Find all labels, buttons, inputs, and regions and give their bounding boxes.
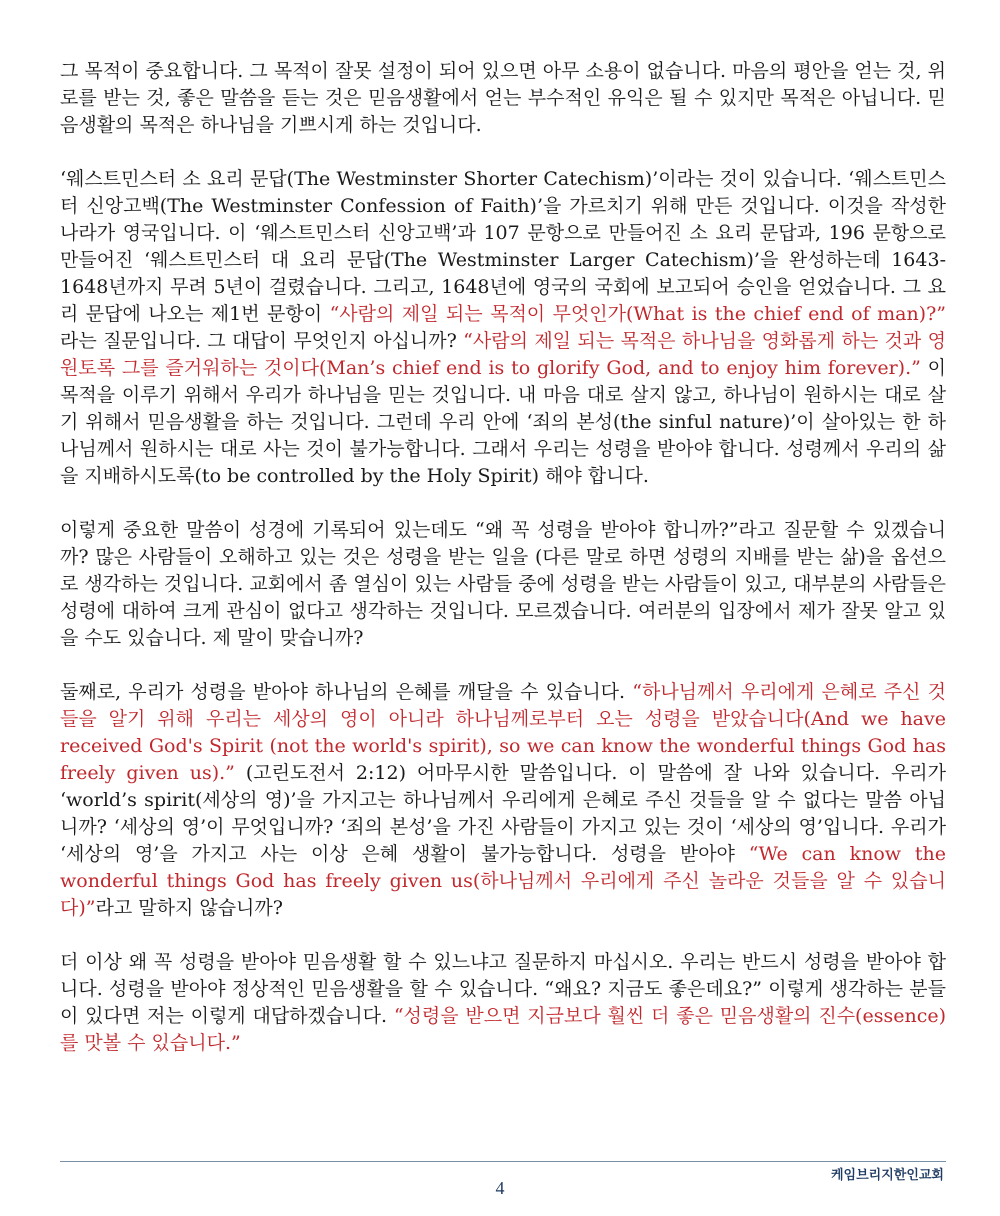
- paragraph: [60, 517, 946, 652]
- body-text: 라고 말하지 않습니까?: [95, 897, 283, 919]
- highlighted-quote: “사람의 제일 되는 목적이 무엇인가(What is the chief end of man)?”: [329, 303, 946, 325]
- paragraph: [60, 949, 946, 1057]
- paragraph: [60, 58, 946, 139]
- highlighted-quote: “하나님께서 우리에게 은혜로 주신 것들을 알기 위해 우리는 세상의 영이 아니라 하나님께로부터 오는 성령을 받았습니다(And we have received God's Spirit (not the world's spirit), so we can know the wonderful things God has freely given us).”: [60, 681, 946, 784]
- highlighted-quote: “We can know the wonderful things God has freely given us(하나님께서 우리에게 주신 놀라운 것들을 알 수 있습니다)”: [60, 843, 946, 919]
- body-text: ‘웨스트민스터 소 요리 문답(The Westminster Shorter Catechism)’이라는 것이 있습니다. ‘웨스트민스터 신앙고백(The Westminster Confession of Faith)’을 가르치기 위해 만든 것입니다. 이것을 작성한 나라가 영국입니다. 이 ‘웨스트민스터 신앙고백’과 107 문항으로 만들어진 소 요리 문답과, 196 문항으로 만들어진 ‘웨스트민스터 대 요리 문답(The Westminster Larger Catechism)’을 완성하는데 1643-1648년까지 무려 5년이 걸렸습니다. 그리고, 1648년에 영국의 국회에 보고되어 승인을 얻었습니다. 그 요리 문답에 나오는 제1번 문항이: [60, 168, 946, 325]
- page-number: 4: [495, 1178, 505, 1198]
- highlighted-quote: “성령을 받으면 지금보다 훨씬 더 좋은 믿음생활의 진수(essence)를 맛볼 수 있습니다.”: [60, 1005, 946, 1054]
- church-name: 케임브리지한인교회: [830, 1168, 944, 1183]
- footer-divider: [60, 1161, 946, 1162]
- paragraph: [60, 679, 946, 922]
- article-body: [60, 58, 946, 1084]
- paragraph: [60, 166, 946, 490]
- body-text: 이렇게 중요한 말씀이 성경에 기록되어 있는데도 “왜 꼭 성령을 받아야 합니까?”라고 질문할 수 있겠습니까? 많은 사람들이 오해하고 있는 것은 성령을 받는 일을 (다른 말로 하면 성령의 지배를 받는 삶)을 옵션으로 생각하는 것입니다. 교회에서 좀 열심이 있는 사람들 중에 성령을 받는 사람들이 있고, 대부분의 사람들은 성령에 대하여 크게 관심이 없다고 생각하는 것입니다. 모르겠습니다. 여러분의 입장에서 제가 잘못 알고 있을 수도 있습니다. 제 말이 맞습니까?: [60, 519, 946, 649]
- highlighted-quote: “사람의 제일 되는 목적은 하나님을 영화롭게 하는 것과 영원토록 그를 즐거워하는 것이다(Man’s chief end is to glorify God, and to enjoy him forever).”: [60, 330, 946, 379]
- body-text: 그 목적이 중요합니다. 그 목적이 잘못 설정이 되어 있으면 아무 소용이 없습니다. 마음의 평안을 얻는 것, 위로를 받는 것, 좋은 말씀을 듣는 것은 믿음생활에서 얻는 부수적인 유익은 될 수 있지만 목적은 아닙니다. 믿음생활의 목적은 하나님을 기쁘시게 하는 것입니다.: [60, 60, 946, 136]
- body-text: 이 목적을 이루기 위해서 우리가 하나님을 믿는 것입니다. 내 마음 대로 살지 않고, 하나님이 원하시는 대로 살기 위해서 믿음생활을 하는 것입니다. 그런데 우리 안에 ‘죄의 본성(the sinful nature)’이 살아있는 한 하나님께서 원하시는 대로 사는 것이 불가능합니다. 그래서 우리는 성령을 받아야 합니다. 성령께서 우리의 삶을 지배하시도록(to be controlled by the Holy Spirit) 해야 합니다.: [60, 357, 946, 487]
- body-text: 라는 질문입니다. 그 대답이 무엇인지 아십니까?: [60, 330, 464, 352]
- body-text: 둘째로, 우리가 성령을 받아야 하나님의 은혜를 깨달을 수 있습니다.: [60, 681, 633, 703]
- body-text: (고린도전서 2:12) 어마무시한 말씀입니다. 이 말씀에 잘 나와 있습니다. 우리가 ‘world’s spirit(세상의 영)’을 가지고는 하나님께서 우리에게 은혜로 주신 것들을 알 수 없다는 말씀 아닙니까? ‘세상의 영’이 무엇입니까? ‘죄의 본성’을 가진 사람들이 가지고 있는 것이 ‘세상의 영’입니다. 우리가 ‘세상의 영’을 가지고 사는 이상 은혜 생활이 불가능합니다. 성령을 받아야: [60, 762, 947, 865]
- body-text: 더 이상 왜 꼭 성령을 받아야 믿음생활 할 수 있느냐고 질문하지 마십시오. 우리는 반드시 성령을 받아야 합니다. 성령을 받아야 정상적인 믿음생활을 할 수 있습니다. “왜요? 지금도 좋은데요?” 이렇게 생각하는 분들이 있다면 저는 이렇게 대답하겠습니다.: [60, 951, 946, 1027]
